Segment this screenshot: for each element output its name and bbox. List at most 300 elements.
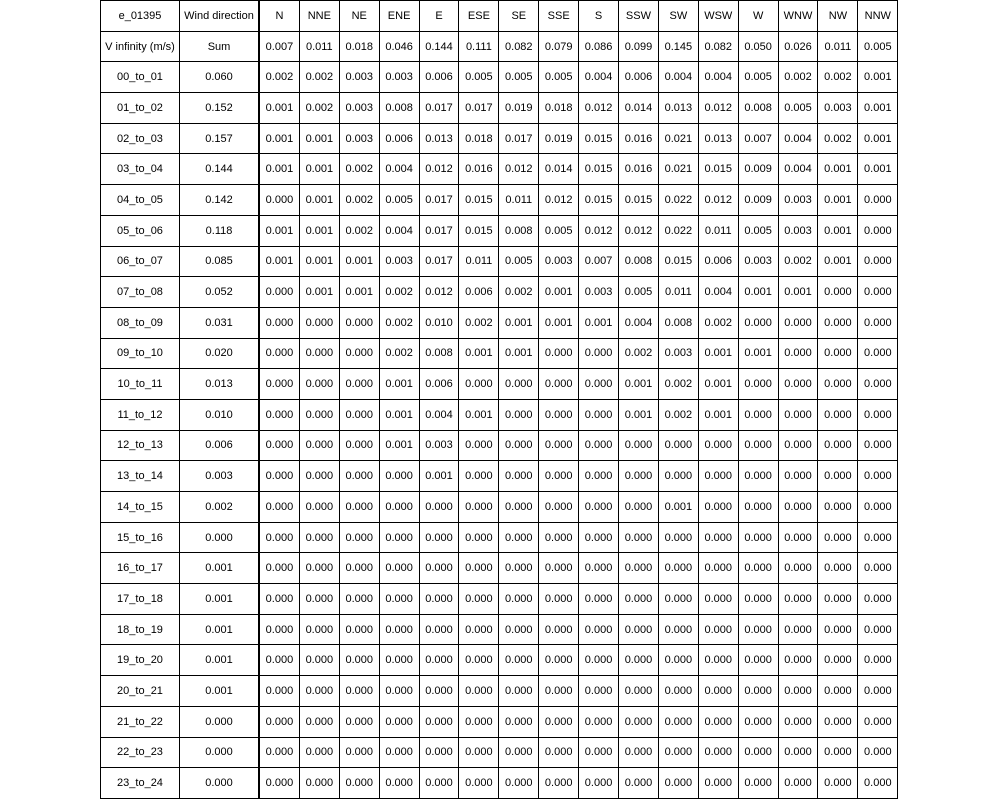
- frequency-cell: 0.001: [379, 430, 419, 461]
- frequency-cell: 0.019: [539, 123, 579, 154]
- frequency-cell: 0.001: [619, 369, 659, 400]
- frequency-cell: 0.000: [818, 277, 858, 308]
- frequency-cell: 0.001: [698, 369, 738, 400]
- frequency-cell: 0.016: [619, 154, 659, 185]
- frequency-cell: 0.018: [539, 93, 579, 124]
- frequency-cell: 0.000: [379, 676, 419, 707]
- frequency-cell: 0.006: [379, 123, 419, 154]
- frequency-cell: 0.012: [698, 185, 738, 216]
- frequency-cell: 0.000: [539, 461, 579, 492]
- speed-range-label: 15_to_16: [101, 522, 180, 553]
- direction-sum-cell: 0.026: [778, 31, 818, 62]
- frequency-cell: 0.000: [818, 768, 858, 799]
- frequency-cell: 0.000: [858, 215, 898, 246]
- frequency-cell: 0.001: [619, 399, 659, 430]
- frequency-cell: 0.001: [339, 246, 379, 277]
- v-infinity-label: V infinity (m/s): [101, 31, 180, 62]
- frequency-cell: 0.015: [658, 246, 698, 277]
- frequency-cell: 0.002: [379, 338, 419, 369]
- frequency-cell: 0.000: [619, 706, 659, 737]
- direction-sum-cell: 0.011: [818, 31, 858, 62]
- frequency-cell: 0.000: [299, 492, 339, 523]
- frequency-cell: 0.000: [619, 553, 659, 584]
- frequency-cell: 0.004: [698, 62, 738, 93]
- frequency-cell: 0.004: [778, 154, 818, 185]
- frequency-cell: 0.003: [339, 62, 379, 93]
- direction-header-s: S: [579, 1, 619, 32]
- frequency-cell: 0.000: [379, 614, 419, 645]
- frequency-cell: 0.000: [858, 553, 898, 584]
- frequency-cell: 0.000: [459, 706, 499, 737]
- frequency-cell: 0.012: [499, 154, 539, 185]
- frequency-cell: 0.000: [579, 706, 619, 737]
- frequency-cell: 0.000: [698, 768, 738, 799]
- row-sum-cell: 0.001: [180, 676, 260, 707]
- frequency-cell: 0.017: [419, 215, 459, 246]
- frequency-cell: 0.000: [818, 584, 858, 615]
- frequency-cell: 0.000: [419, 645, 459, 676]
- frequency-cell: 0.000: [539, 584, 579, 615]
- frequency-cell: 0.000: [778, 399, 818, 430]
- frequency-cell: 0.000: [459, 461, 499, 492]
- direction-header-ene: ENE: [379, 1, 419, 32]
- frequency-cell: 0.000: [419, 492, 459, 523]
- frequency-cell: 0.002: [259, 62, 299, 93]
- frequency-cell: 0.000: [299, 737, 339, 768]
- table-row: [101, 768, 898, 799]
- frequency-cell: 0.017: [419, 93, 459, 124]
- frequency-cell: 0.012: [419, 154, 459, 185]
- frequency-cell: 0.013: [419, 123, 459, 154]
- table-row: [101, 492, 898, 523]
- frequency-cell: 0.000: [299, 553, 339, 584]
- frequency-cell: 0.000: [778, 614, 818, 645]
- frequency-cell: 0.000: [858, 645, 898, 676]
- frequency-cell: 0.001: [299, 154, 339, 185]
- frequency-cell: 0.000: [698, 706, 738, 737]
- frequency-cell: 0.000: [299, 307, 339, 338]
- frequency-cell: 0.011: [658, 277, 698, 308]
- row-sum-cell: 0.013: [180, 369, 260, 400]
- frequency-cell: 0.000: [499, 369, 539, 400]
- row-sum-cell: 0.142: [180, 185, 260, 216]
- frequency-cell: 0.000: [818, 307, 858, 338]
- table-row: [101, 614, 898, 645]
- frequency-cell: 0.000: [499, 706, 539, 737]
- frequency-cell: 0.001: [259, 93, 299, 124]
- frequency-cell: 0.000: [259, 492, 299, 523]
- frequency-cell: 0.015: [619, 185, 659, 216]
- frequency-cell: 0.001: [858, 123, 898, 154]
- frequency-cell: 0.001: [539, 307, 579, 338]
- frequency-cell: 0.007: [579, 246, 619, 277]
- frequency-cell: 0.000: [738, 584, 778, 615]
- frequency-cell: 0.000: [339, 737, 379, 768]
- frequency-cell: 0.000: [539, 706, 579, 737]
- table-row: [101, 430, 898, 461]
- frequency-cell: 0.013: [698, 123, 738, 154]
- frequency-cell: 0.000: [499, 522, 539, 553]
- frequency-cell: 0.016: [459, 154, 499, 185]
- frequency-cell: 0.000: [738, 307, 778, 338]
- frequency-cell: 0.001: [259, 123, 299, 154]
- frequency-cell: 0.000: [459, 430, 499, 461]
- frequency-cell: 0.000: [459, 369, 499, 400]
- frequency-cell: 0.000: [778, 307, 818, 338]
- frequency-cell: 0.004: [379, 154, 419, 185]
- frequency-cell: 0.000: [499, 645, 539, 676]
- frequency-cell: 0.005: [499, 62, 539, 93]
- frequency-cell: 0.000: [299, 430, 339, 461]
- frequency-cell: 0.000: [339, 338, 379, 369]
- frequency-cell: 0.012: [579, 93, 619, 124]
- frequency-cell: 0.005: [539, 215, 579, 246]
- frequency-cell: 0.003: [339, 123, 379, 154]
- frequency-cell: 0.000: [818, 492, 858, 523]
- frequency-cell: 0.008: [619, 246, 659, 277]
- direction-header-ssw: SSW: [619, 1, 659, 32]
- speed-range-label: 17_to_18: [101, 584, 180, 615]
- direction-sum-cell: 0.007: [259, 31, 299, 62]
- frequency-cell: 0.008: [738, 93, 778, 124]
- frequency-cell: 0.000: [339, 399, 379, 430]
- table-row: [101, 123, 898, 154]
- frequency-cell: 0.000: [738, 553, 778, 584]
- frequency-cell: 0.000: [658, 737, 698, 768]
- frequency-cell: 0.000: [299, 461, 339, 492]
- frequency-cell: 0.000: [818, 461, 858, 492]
- frequency-cell: 0.000: [499, 461, 539, 492]
- frequency-cell: 0.014: [539, 154, 579, 185]
- frequency-cell: 0.000: [698, 492, 738, 523]
- speed-range-label: 19_to_20: [101, 645, 180, 676]
- frequency-cell: 0.005: [539, 62, 579, 93]
- frequency-cell: 0.000: [379, 645, 419, 676]
- frequency-cell: 0.000: [499, 614, 539, 645]
- row-sum-cell: 0.010: [180, 399, 260, 430]
- frequency-cell: 0.002: [658, 369, 698, 400]
- direction-header-ne: NE: [339, 1, 379, 32]
- frequency-cell: 0.000: [858, 706, 898, 737]
- frequency-cell: 0.004: [619, 307, 659, 338]
- frequency-cell: 0.000: [259, 338, 299, 369]
- table-row: [101, 461, 898, 492]
- frequency-cell: 0.003: [419, 430, 459, 461]
- row-sum-cell: 0.031: [180, 307, 260, 338]
- frequency-cell: 0.002: [379, 307, 419, 338]
- frequency-cell: 0.005: [738, 62, 778, 93]
- frequency-cell: 0.000: [658, 768, 698, 799]
- frequency-cell: 0.000: [539, 369, 579, 400]
- frequency-cell: 0.000: [738, 430, 778, 461]
- speed-range-label: 04_to_05: [101, 185, 180, 216]
- frequency-cell: 0.000: [459, 768, 499, 799]
- frequency-cell: 0.008: [499, 215, 539, 246]
- frequency-cell: 0.000: [259, 676, 299, 707]
- frequency-cell: 0.000: [658, 522, 698, 553]
- frequency-cell: 0.000: [619, 522, 659, 553]
- frequency-cell: 0.000: [818, 553, 858, 584]
- frequency-cell: 0.000: [459, 584, 499, 615]
- frequency-cell: 0.000: [499, 492, 539, 523]
- frequency-cell: 0.000: [499, 553, 539, 584]
- frequency-cell: 0.021: [658, 123, 698, 154]
- frequency-cell: 0.000: [499, 430, 539, 461]
- frequency-cell: 0.004: [778, 123, 818, 154]
- frequency-cell: 0.007: [738, 123, 778, 154]
- frequency-cell: 0.000: [658, 614, 698, 645]
- table-row: [101, 553, 898, 584]
- frequency-cell: 0.000: [738, 522, 778, 553]
- frequency-cell: 0.000: [339, 584, 379, 615]
- frequency-cell: 0.000: [499, 737, 539, 768]
- frequency-cell: 0.000: [858, 277, 898, 308]
- frequency-cell: 0.006: [419, 62, 459, 93]
- frequency-cell: 0.000: [778, 492, 818, 523]
- frequency-cell: 0.012: [419, 277, 459, 308]
- frequency-cell: 0.014: [619, 93, 659, 124]
- frequency-cell: 0.000: [778, 369, 818, 400]
- direction-sum-cell: 0.082: [698, 31, 738, 62]
- frequency-cell: 0.001: [259, 246, 299, 277]
- frequency-cell: 0.001: [858, 93, 898, 124]
- frequency-cell: 0.000: [698, 737, 738, 768]
- frequency-cell: 0.003: [738, 246, 778, 277]
- frequency-cell: 0.000: [299, 399, 339, 430]
- frequency-cell: 0.000: [379, 768, 419, 799]
- frequency-cell: 0.003: [658, 338, 698, 369]
- frequency-cell: 0.000: [259, 430, 299, 461]
- frequency-cell: 0.005: [459, 62, 499, 93]
- frequency-cell: 0.000: [299, 522, 339, 553]
- frequency-cell: 0.000: [738, 492, 778, 523]
- frequency-cell: 0.000: [539, 553, 579, 584]
- frequency-cell: 0.015: [579, 185, 619, 216]
- frequency-cell: 0.005: [379, 185, 419, 216]
- frequency-cell: 0.003: [339, 93, 379, 124]
- frequency-cell: 0.000: [858, 399, 898, 430]
- speed-range-label: 13_to_14: [101, 461, 180, 492]
- frequency-cell: 0.000: [658, 584, 698, 615]
- frequency-cell: 0.000: [738, 369, 778, 400]
- direction-header-wnw: WNW: [778, 1, 818, 32]
- row-sum-cell: 0.001: [180, 645, 260, 676]
- frequency-cell: 0.003: [778, 185, 818, 216]
- frequency-cell: 0.012: [539, 185, 579, 216]
- frequency-cell: 0.000: [658, 430, 698, 461]
- speed-range-label: 00_to_01: [101, 62, 180, 93]
- frequency-cell: 0.006: [619, 62, 659, 93]
- frequency-cell: 0.000: [539, 492, 579, 523]
- speed-range-label: 11_to_12: [101, 399, 180, 430]
- frequency-cell: 0.003: [778, 215, 818, 246]
- direction-header-sw: SW: [658, 1, 698, 32]
- frequency-cell: 0.000: [299, 369, 339, 400]
- frequency-cell: 0.001: [858, 62, 898, 93]
- frequency-cell: 0.004: [419, 399, 459, 430]
- frequency-cell: 0.000: [299, 338, 339, 369]
- frequency-cell: 0.002: [299, 62, 339, 93]
- frequency-cell: 0.004: [698, 277, 738, 308]
- speed-range-label: 16_to_17: [101, 553, 180, 584]
- frequency-cell: 0.002: [379, 277, 419, 308]
- frequency-cell: 0.006: [698, 246, 738, 277]
- frequency-cell: 0.015: [459, 215, 499, 246]
- frequency-cell: 0.000: [619, 430, 659, 461]
- frequency-cell: 0.000: [778, 645, 818, 676]
- frequency-cell: 0.000: [539, 645, 579, 676]
- frequency-cell: 0.000: [339, 768, 379, 799]
- frequency-cell: 0.000: [579, 645, 619, 676]
- frequency-cell: 0.000: [579, 676, 619, 707]
- frequency-cell: 0.000: [259, 369, 299, 400]
- frequency-cell: 0.000: [858, 430, 898, 461]
- frequency-cell: 0.000: [778, 338, 818, 369]
- frequency-cell: 0.012: [619, 215, 659, 246]
- frequency-cell: 0.000: [818, 399, 858, 430]
- frequency-cell: 0.000: [379, 737, 419, 768]
- direction-header-w: W: [738, 1, 778, 32]
- frequency-cell: 0.001: [738, 338, 778, 369]
- frequency-cell: 0.000: [259, 768, 299, 799]
- frequency-cell: 0.016: [619, 123, 659, 154]
- frequency-cell: 0.000: [738, 645, 778, 676]
- frequency-cell: 0.000: [539, 676, 579, 707]
- frequency-cell: 0.015: [459, 185, 499, 216]
- speed-range-label: 07_to_08: [101, 277, 180, 308]
- frequency-cell: 0.009: [738, 154, 778, 185]
- frequency-cell: 0.000: [339, 430, 379, 461]
- frequency-cell: 0.002: [339, 215, 379, 246]
- frequency-cell: 0.002: [339, 185, 379, 216]
- frequency-cell: 0.000: [339, 706, 379, 737]
- frequency-cell: 0.000: [339, 492, 379, 523]
- speed-range-label: 20_to_21: [101, 676, 180, 707]
- speed-range-label: 05_to_06: [101, 215, 180, 246]
- direction-sum-cell: 0.050: [738, 31, 778, 62]
- frequency-cell: 0.000: [579, 338, 619, 369]
- frequency-cell: 0.017: [499, 123, 539, 154]
- frequency-cell: 0.000: [818, 737, 858, 768]
- frequency-cell: 0.000: [738, 706, 778, 737]
- frequency-cell: 0.000: [738, 399, 778, 430]
- row-sum-cell: 0.157: [180, 123, 260, 154]
- frequency-cell: 0.000: [858, 185, 898, 216]
- row-sum-cell: 0.000: [180, 706, 260, 737]
- table-row: [101, 706, 898, 737]
- frequency-cell: 0.012: [698, 93, 738, 124]
- frequency-cell: 0.000: [778, 676, 818, 707]
- frequency-cell: 0.000: [579, 522, 619, 553]
- row-sum-cell: 0.001: [180, 614, 260, 645]
- table-row: [101, 246, 898, 277]
- frequency-cell: 0.002: [658, 399, 698, 430]
- frequency-cell: 0.000: [619, 614, 659, 645]
- frequency-cell: 0.000: [579, 399, 619, 430]
- frequency-cell: 0.001: [539, 277, 579, 308]
- frequency-cell: 0.003: [818, 93, 858, 124]
- table-row: [101, 737, 898, 768]
- table-row: [101, 185, 898, 216]
- table-row: [101, 215, 898, 246]
- frequency-cell: 0.000: [539, 522, 579, 553]
- frequency-cell: 0.000: [619, 676, 659, 707]
- frequency-cell: 0.000: [339, 461, 379, 492]
- sum-row: [101, 31, 898, 62]
- frequency-cell: 0.011: [459, 246, 499, 277]
- frequency-cell: 0.000: [459, 522, 499, 553]
- frequency-cell: 0.005: [619, 277, 659, 308]
- direction-sum-cell: 0.018: [339, 31, 379, 62]
- row-sum-cell: 0.000: [180, 522, 260, 553]
- speed-range-label: 12_to_13: [101, 430, 180, 461]
- frequency-cell: 0.001: [698, 338, 738, 369]
- frequency-cell: 0.001: [858, 154, 898, 185]
- frequency-cell: 0.000: [818, 338, 858, 369]
- frequency-cell: 0.004: [379, 215, 419, 246]
- frequency-cell: 0.000: [499, 768, 539, 799]
- frequency-cell: 0.000: [419, 553, 459, 584]
- frequency-cell: 0.000: [778, 584, 818, 615]
- direction-sum-cell: 0.145: [658, 31, 698, 62]
- table-row: [101, 522, 898, 553]
- table-row: [101, 277, 898, 308]
- speed-range-label: 08_to_09: [101, 307, 180, 338]
- table-row: [101, 584, 898, 615]
- frequency-cell: 0.000: [259, 584, 299, 615]
- frequency-cell: 0.000: [818, 614, 858, 645]
- frequency-cell: 0.000: [778, 522, 818, 553]
- frequency-cell: 0.000: [259, 307, 299, 338]
- frequency-cell: 0.000: [738, 461, 778, 492]
- frequency-cell: 0.001: [579, 307, 619, 338]
- frequency-cell: 0.000: [858, 737, 898, 768]
- frequency-cell: 0.003: [379, 246, 419, 277]
- table-row: [101, 62, 898, 93]
- row-sum-cell: 0.020: [180, 338, 260, 369]
- frequency-cell: 0.000: [818, 522, 858, 553]
- frequency-cell: 0.000: [419, 676, 459, 707]
- frequency-cell: 0.000: [459, 645, 499, 676]
- frequency-cell: 0.000: [698, 553, 738, 584]
- frequency-cell: 0.000: [858, 768, 898, 799]
- direction-header-ese: ESE: [459, 1, 499, 32]
- frequency-cell: 0.000: [778, 553, 818, 584]
- frequency-cell: 0.015: [579, 154, 619, 185]
- frequency-cell: 0.001: [259, 215, 299, 246]
- frequency-cell: 0.002: [818, 123, 858, 154]
- frequency-cell: 0.000: [858, 676, 898, 707]
- frequency-cell: 0.000: [339, 614, 379, 645]
- frequency-cell: 0.015: [579, 123, 619, 154]
- frequency-cell: 0.000: [259, 399, 299, 430]
- frequency-cell: 0.017: [459, 93, 499, 124]
- frequency-cell: 0.000: [459, 737, 499, 768]
- row-sum-cell: 0.000: [180, 737, 260, 768]
- frequency-cell: 0.000: [299, 706, 339, 737]
- table-row: [101, 338, 898, 369]
- frequency-cell: 0.000: [419, 584, 459, 615]
- speed-range-label: 03_to_04: [101, 154, 180, 185]
- frequency-cell: 0.000: [579, 553, 619, 584]
- row-sum-cell: 0.000: [180, 768, 260, 799]
- frequency-cell: 0.005: [499, 246, 539, 277]
- direction-sum-cell: 0.111: [459, 31, 499, 62]
- table-row: [101, 399, 898, 430]
- frequency-cell: 0.000: [339, 553, 379, 584]
- frequency-cell: 0.000: [459, 614, 499, 645]
- frequency-cell: 0.001: [658, 492, 698, 523]
